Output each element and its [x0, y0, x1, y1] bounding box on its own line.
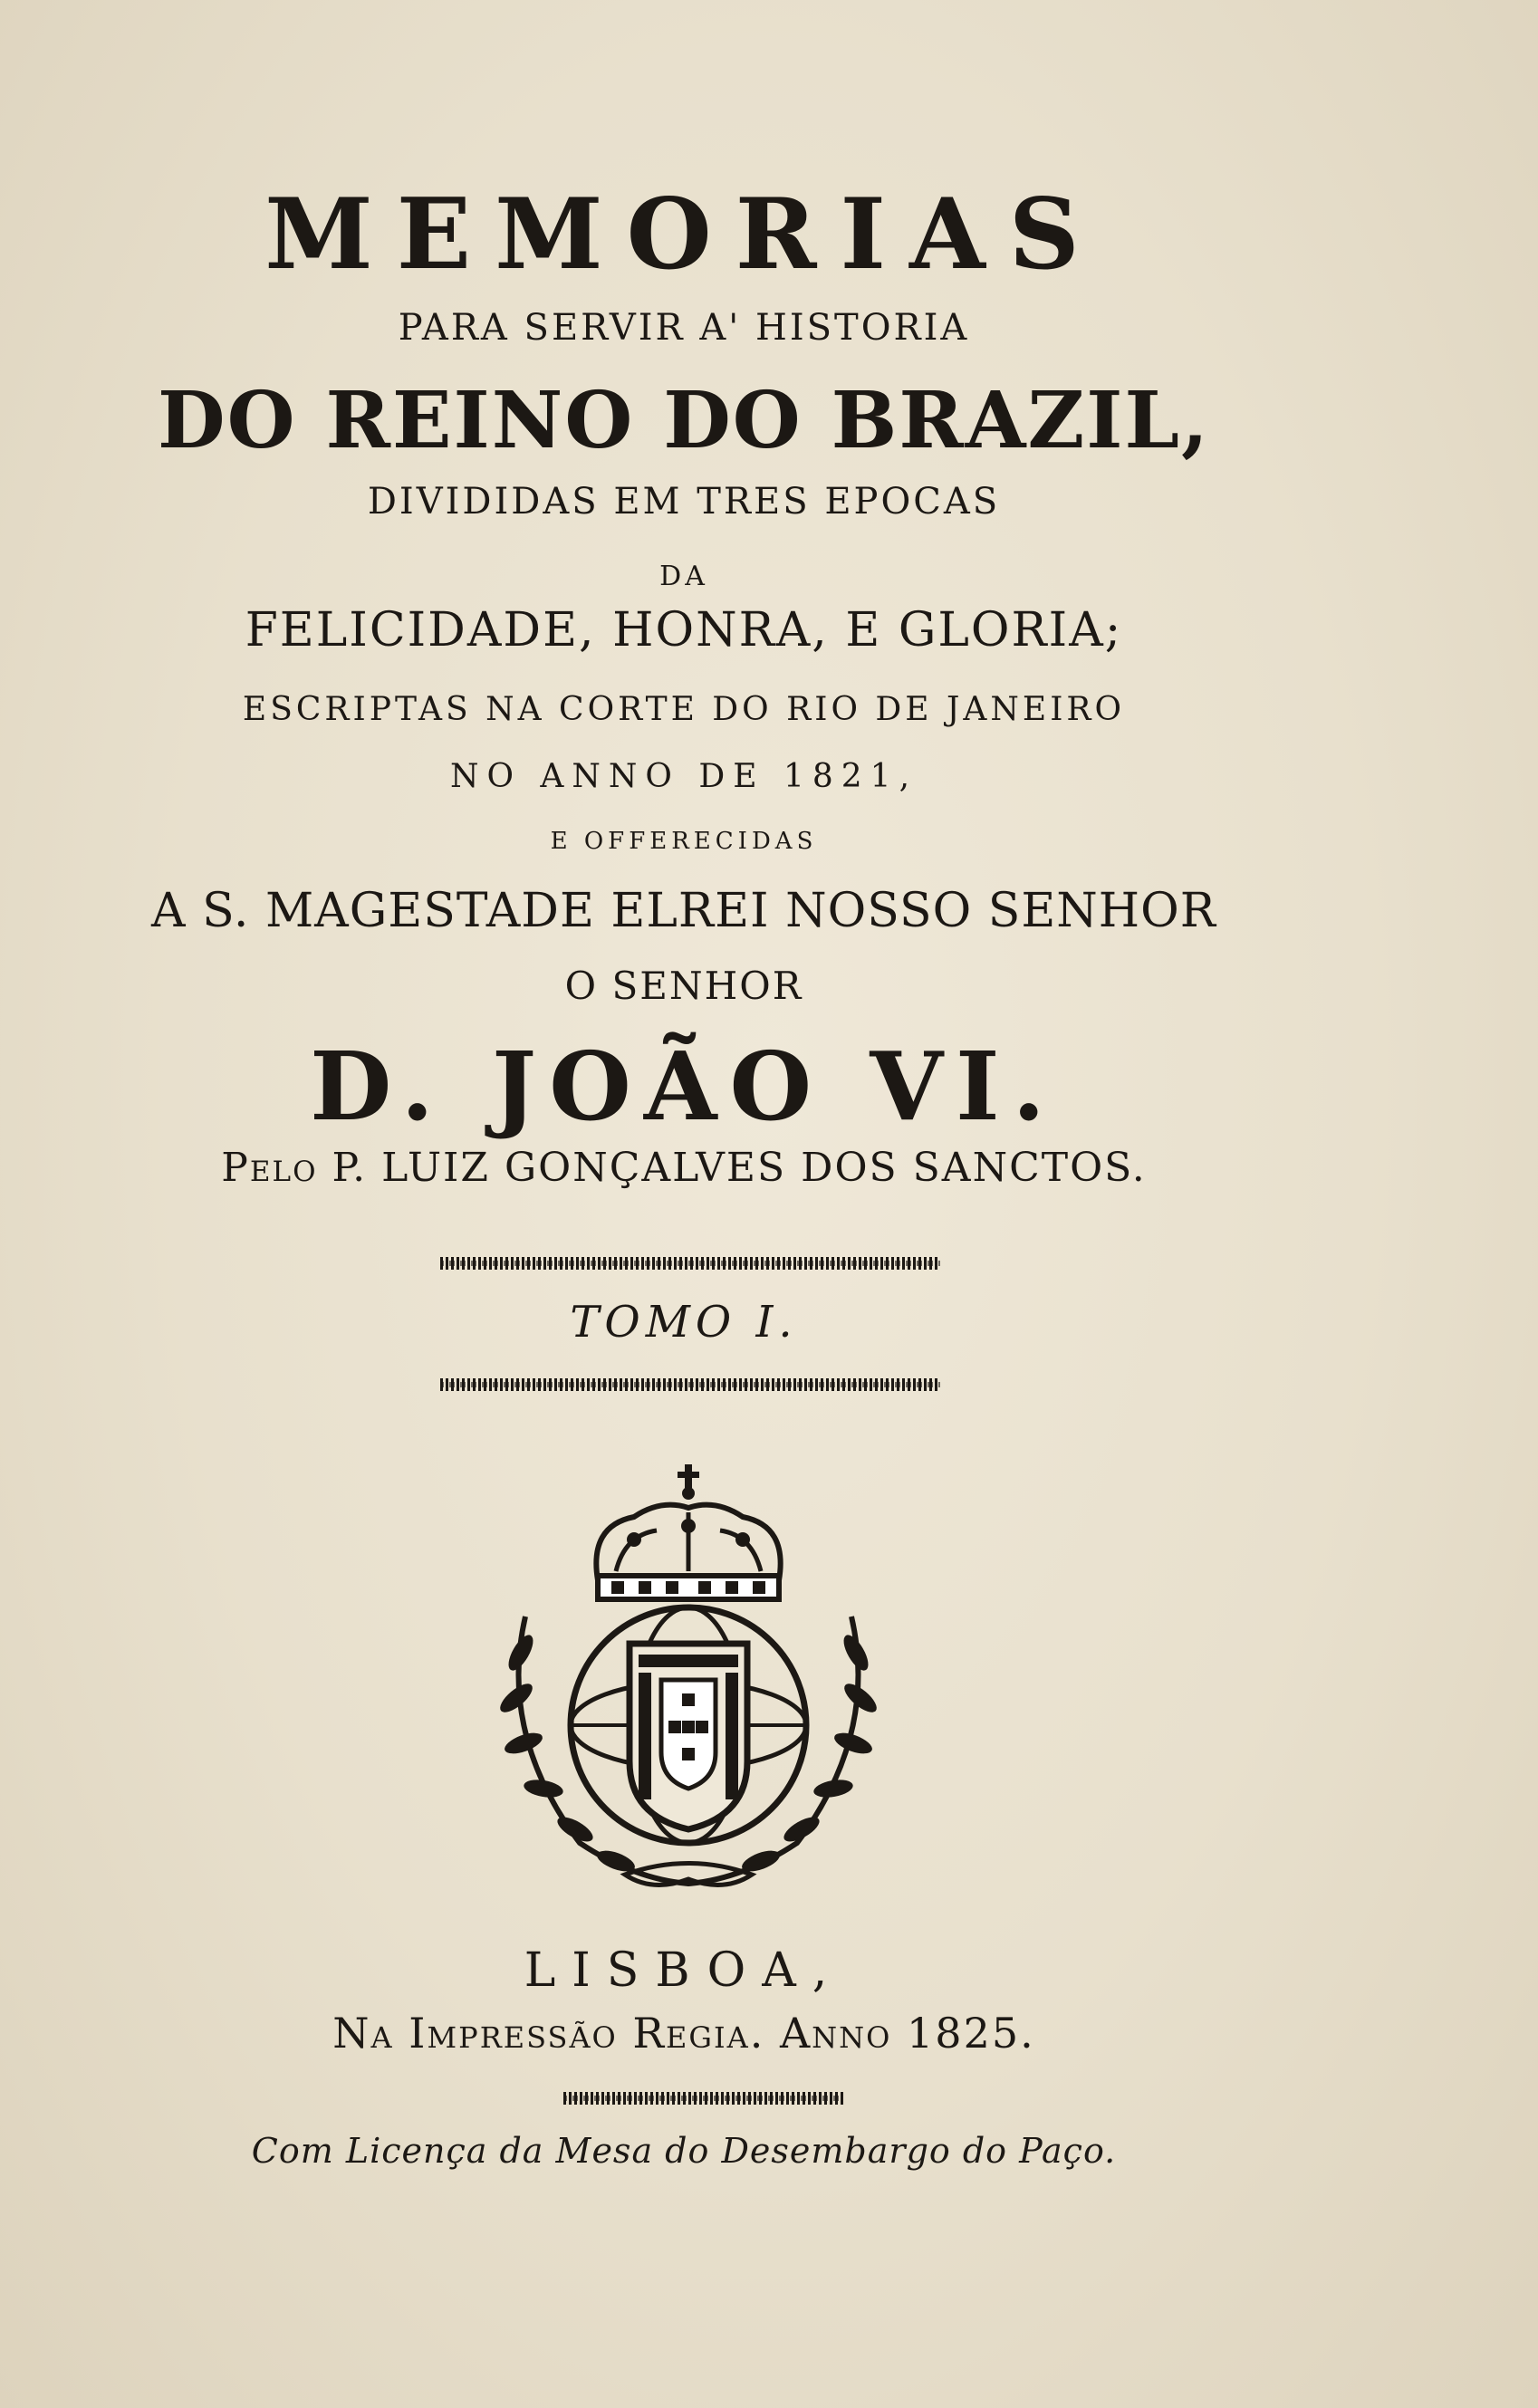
ornamental-rule-bottom [440, 1378, 940, 1391]
dedication-magestade: A S. MAGESTADE ELREI NOSSO SENHOR [151, 884, 1216, 938]
subtitle-reino-do-brazil: DO REINO DO BRAZIL, [158, 375, 1210, 466]
ornamental-rule-imprint [563, 2092, 844, 2105]
subtitle-para-servir: PARA SERVIR A' HISTORIA [398, 307, 970, 349]
subtitle-escriptas: ESCRIPTAS NA CORTE DO RIO DE JANEIRO [242, 691, 1126, 728]
subtitle-offerecidas: E OFFERECIDAS [550, 828, 818, 855]
main-title: MEMORIAS [264, 177, 1103, 292]
dedication-king-name: D. JOÃO VI. [310, 1031, 1058, 1142]
coat-of-arms-icon [489, 1463, 888, 1893]
imprint-printer-year: Na Impressão Regia. Anno 1825. [332, 2009, 1035, 2058]
subtitle-da: DA [659, 561, 708, 592]
subtitle-felicidade: FELICIDADE, HONRA, E GLORIA; [245, 603, 1123, 657]
subtitle-anno: NO ANNO DE 1821, [449, 758, 918, 795]
subtitle-divididas: DIVIDIDAS EM TRES EPOCAS [367, 481, 1001, 523]
volume-label: TOMO I. [570, 1297, 798, 1348]
author-line: Pelo P. LUIZ GONÇALVES DOS SANCTOS. [221, 1145, 1147, 1191]
ornamental-rule-top [440, 1257, 940, 1270]
imprint-place: LISBOA, [524, 1943, 844, 1998]
license-line: Com Licença da Mesa do Desembargo do Paço. [251, 2131, 1117, 2171]
dedication-o-senhor: O SENHOR [564, 964, 803, 1008]
